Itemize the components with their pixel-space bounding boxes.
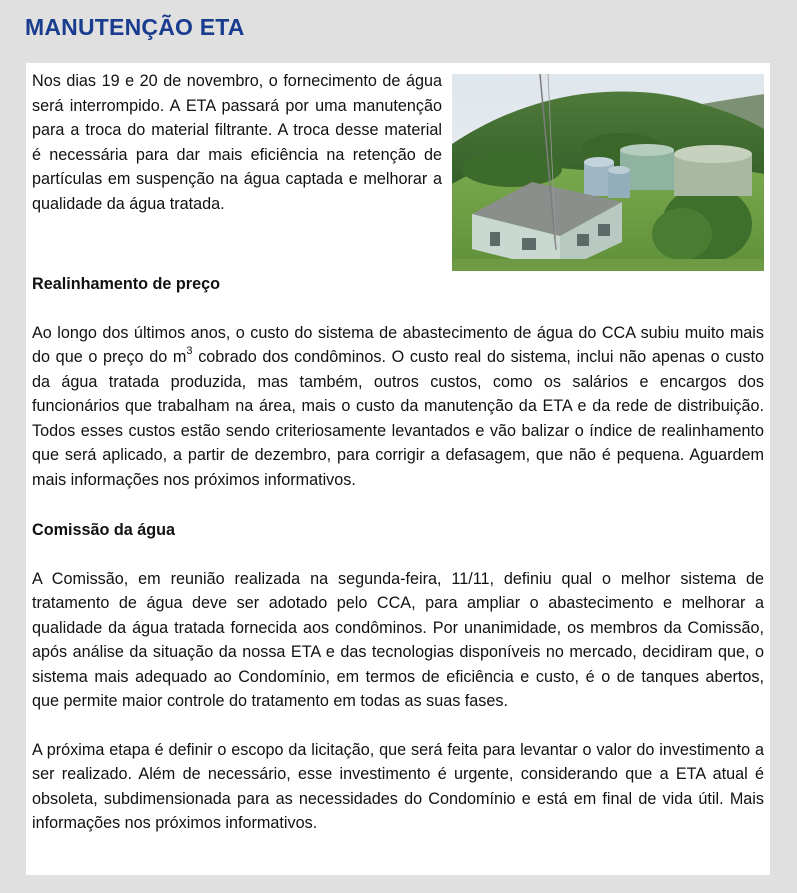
price-paragraph: [32, 321, 764, 493]
water-treatment-plant-photo: [452, 74, 764, 271]
price-text-part1: Ao longo dos últimos anos, o custo do sistema de abastecimento de água do CCA subiu muito mais do que o preço do m: [32, 323, 764, 366]
section-heading-commission: Comissão da água: [32, 521, 176, 539]
commission-paragraph-2: A próxima etapa é definir o escopo da licitação, que será feita para levantar o valor do investimento a ser realizado. Além de necessário, esse investimento é urgente, considerando que a ETA atual é obsoleta, subdimensionada para as necessidades do Condomínio e está em final de vida útil. Mais informações nos próximos informativos.: [32, 740, 764, 832]
price-text-part2: cobrado dos condôminos. O custo real do sistema, inclui não apenas o custo da água tratada produzida, mas também, outros custos, como os salários e encargos dos funcionários que trabalham na área, mais o custo da manutenção da ETA e da rede de distribuição. Todos esses custos estão sendo criteriosamente levantados e vão balizar o índice de realinhamento que será aplicado, a partir de dezembro, para corrigir a defasagem, que não é pequena. Aguardem mais informações nos próximos informativos.: [32, 348, 764, 489]
section-heading-price: Realinhamento de preço: [32, 275, 220, 293]
intro-paragraph: Nos dias 19 e 20 de novembro, o fornecimento de água será interrompido. A ETA passará por uma manutenção para a troca do material filtrante. A troca desse material é necessária para dar mais eficiência na retenção de partículas em suspenção na água captada e melhorar a qualidade da água tratada.: [32, 72, 442, 213]
article-panel: [26, 63, 770, 875]
page-title: MANUTENÇÃO ETA: [25, 14, 245, 40]
commission-paragraph-1: A Comissão, em reunião realizada na segunda-feira, 11/11, definiu qual o melhor sistema de tratamento de água deve ser adotado pelo CCA, para ampliar o abastecimento e melhorar a qualidade da água tratada fornecida aos condôminos. Por unanimidade, os membros da Comissão, após análise da situação da nossa ETA e das tecnologias disponíveis no mercado, decidiram que, o sistema mais adequado ao Condomínio, em termos de eficiência e custo, é o de tanques abertos, que permite maior controle do tratamento em todas as suas fases.: [32, 569, 764, 710]
article-content: [32, 69, 764, 836]
cubic-superscript: 3: [186, 344, 193, 357]
